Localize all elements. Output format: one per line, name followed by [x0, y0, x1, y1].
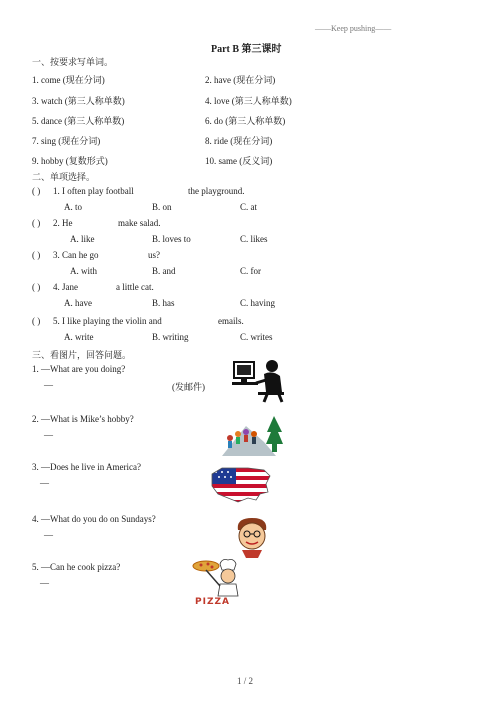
answer-paren: ( ) — [32, 282, 41, 292]
word-item: 8. ride (现在分词) — [205, 136, 273, 146]
option-c: C. for — [240, 266, 261, 276]
section2-heading: 二、单项选择。 — [32, 172, 96, 182]
word-item: 7. sing (现在分词) — [32, 136, 101, 146]
option-a: A. with — [70, 266, 97, 276]
option-a: A. to — [64, 202, 82, 212]
answer-paren: ( ) — [32, 250, 41, 260]
word-item: 2. have (现在分词) — [205, 75, 276, 85]
option-a: A. write — [64, 332, 94, 342]
answer-paren: ( ) — [32, 186, 41, 196]
option-c: C. writes — [240, 332, 273, 342]
option-b: B. loves to — [152, 234, 191, 244]
option-b: B. writing — [152, 332, 189, 342]
header-slogan: ——Keep pushing—— — [315, 24, 392, 33]
word-item: 1. come (现在分词) — [32, 75, 105, 85]
section1-heading: 一、按要求写单词。 — [32, 57, 114, 67]
answer-dash: — — [40, 578, 49, 588]
page-number: 1 / 2 — [237, 676, 254, 686]
answer-dash: — — [44, 530, 53, 540]
picture-question: 5. —Can he cook pizza? — [32, 562, 121, 572]
computer-user-illustration — [228, 356, 290, 404]
answer-dash: — — [44, 380, 53, 390]
option-b: B. and — [152, 266, 176, 276]
question-stem-end: us? — [148, 250, 160, 260]
picture-question: 2. —What is Mike’s hobby? — [32, 414, 134, 424]
word-item: 9. hobby (复数形式) — [32, 156, 108, 166]
question-stem: 5. I like playing the violin and — [53, 316, 162, 326]
pizza-label: PIZZA — [195, 597, 230, 607]
picture-question: 4. —What do you do on Sundays? — [32, 514, 156, 524]
question-stem-end: the playground. — [188, 186, 245, 196]
option-b: B. has — [152, 298, 175, 308]
option-a: A. have — [64, 298, 92, 308]
answer-dash: — — [40, 478, 49, 488]
question-stem: 3. Can he go — [53, 250, 99, 260]
word-item: 5. dance (第三人称单数) — [32, 116, 125, 126]
word-item: 3. watch (第三人称单数) — [32, 96, 125, 106]
option-c: C. at — [240, 202, 257, 212]
answer-paren: ( ) — [32, 316, 41, 326]
answer-paren: ( ) — [32, 218, 41, 228]
answer-dash: — — [44, 430, 53, 440]
question-stem-end: make salad. — [118, 218, 161, 228]
page-title: Part B 第三课时 — [211, 44, 282, 55]
option-a: A. like — [70, 234, 95, 244]
word-item: 4. love (第三人称单数) — [205, 96, 292, 106]
option-c: C. having — [240, 298, 275, 308]
answer-hint: (发邮件) — [172, 382, 205, 392]
usa-flag-map-illustration — [208, 464, 272, 506]
word-item: 6. do (第三人称单数) — [205, 116, 286, 126]
question-stem: 2. He — [53, 218, 73, 228]
option-b: B. on — [152, 202, 172, 212]
cartoon-boy-face-illustration — [232, 514, 272, 560]
option-c: C. likes — [240, 234, 268, 244]
word-item: 10. same (反义词) — [205, 156, 273, 166]
hiking-illustration — [220, 412, 284, 458]
picture-question: 1. —What are you doing? — [32, 364, 126, 374]
question-stem-end: a little cat. — [116, 282, 154, 292]
section3-heading: 三、看图片，回答问题。 — [32, 350, 132, 360]
picture-question: 3. —Does he live in America? — [32, 462, 141, 472]
question-stem-end: emails. — [218, 316, 244, 326]
question-stem: 1. I often play football — [53, 186, 134, 196]
question-stem: 4. Jane — [53, 282, 78, 292]
